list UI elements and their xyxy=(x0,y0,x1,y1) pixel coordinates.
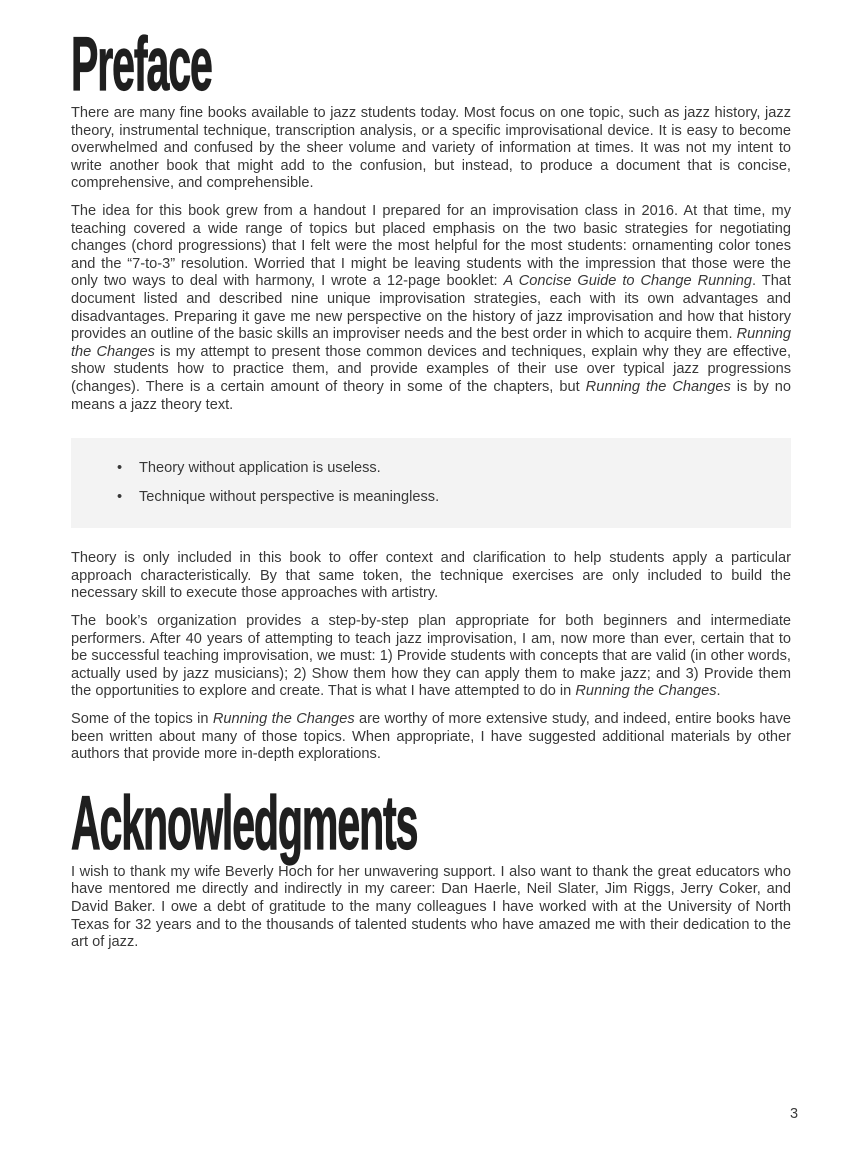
preface-closing-paragraphs xyxy=(71,550,791,764)
paragraph xyxy=(71,203,791,414)
bullet-glyph: • xyxy=(117,460,123,477)
text-run: is by no means a jazz theory text. xyxy=(71,378,791,413)
preface-heading xyxy=(71,22,791,107)
paragraph xyxy=(71,613,791,701)
callout-box xyxy=(71,438,791,528)
paragraph xyxy=(71,550,791,603)
text-run: is my attempt to present those common devices and techniques, explain why they are effective, show students how to practice them, and provide examples of their use over typical jazz progressions (changes). There is a certain amount of theory in some of the chapters, but xyxy=(71,343,791,395)
bullet-glyph: • xyxy=(117,488,123,505)
paragraph xyxy=(71,864,791,952)
text-run: Theory is only included in this book to offer context and clarification to help students apply a particular approach characteristically. By that same token, the technique exercises are only included to build the necessary skill to execute those approaches with artistry. xyxy=(71,550,791,602)
text-run: The idea for this book grew from a handout I prepared for an improvisation class in 2016. At that time, my teaching covered a wide range of topics but placed emphasis on the two basic strategies for negotiating changes (chord progressions) that I felt were the most helpful for the most students: ornamenting color tones and the “7-to-3” resolution. Worried that I might be leaving students with the impression that those were the only two ways to deal with harmony, I wrote a 12-page booklet: xyxy=(71,202,791,290)
bullet-item xyxy=(117,489,751,507)
text-run: Some of the topics in xyxy=(71,711,213,728)
text-run: are worthy of more extensive study, and indeed, entire books have been written about many of those topics. When appropriate, I have suggested additional materials by other authors that provide more in-depth explorations. xyxy=(71,711,791,763)
page-content xyxy=(71,0,791,952)
italic-text-run: Running the Changes xyxy=(71,326,791,360)
acknowledgments-heading-text: Acknowledgments xyxy=(71,780,418,866)
italic-text-run: Running the Changes xyxy=(212,711,355,728)
preface-intro-paragraphs xyxy=(71,105,791,414)
text-run: . xyxy=(716,683,721,700)
italic-text-run: Running the Changes xyxy=(575,683,717,700)
text-run: I wish to thank my wife Beverly Hoch for her unwavering support. I also want to thank the great educators who have mentored me directly and indirectly in my career: Dan Haerle, Neil Slater, Jim Riggs, Jerry Coker, and David Baker. I owe a debt of gratitude to the many colleagues I have worked with at the University of North Texas for 32 years and to the thousands of talented students who have amazed me with their dedication to the art of jazz. xyxy=(71,863,791,951)
bullet-item xyxy=(117,460,751,478)
text-run: The book’s organization provides a step-by-step plan appropriate for both beginners and intermediate performers. After 40 years of attempting to teach jazz improvisation, I am, now more than ever, certain that to be successful teaching improvisation, we must: 1) Provide students with concepts that are valid (in other words, actually used by jazz musicians); 2) Show them how they can apply them to make jazz; and 3) Provide them the opportunities to explore and create. That is what I have attempted to do in xyxy=(71,613,791,700)
preface-heading-text: Preface xyxy=(71,22,212,107)
italic-text-run: A Concise Guide to Change Running xyxy=(503,273,752,290)
callout-bullet-list xyxy=(117,460,751,506)
bullet-text: Theory without application is useless. xyxy=(139,460,381,477)
italic-text-run: Running the Changes xyxy=(585,378,731,395)
paragraph xyxy=(71,711,791,764)
acknowledgments-paragraphs xyxy=(71,864,791,952)
acknowledgments-heading xyxy=(71,780,791,866)
text-run: . That document listed and described nine unique improvisation strategies, each with its own advantages and disadvantages. Preparing it gave me new perspective on the history of jazz improvisation and how that history provides an outline of the basic skills an improviser needs and the best order in which to acquire them. xyxy=(71,273,791,343)
bullet-text: Technique without perspective is meaningless. xyxy=(139,488,440,505)
text-run: There are many fine books available to jazz students today. Most focus on one topic, such as jazz history, jazz theory, instrumental technique, transcription analysis, or a specific improvisational device. It is easy to become overwhelmed and confused by the sheer volume and variety of information at times. It was not my intent to write another book that might add to the confusion, but instead, to produce a document that is concise, comprehensive, and comprehensible. xyxy=(71,105,791,192)
paragraph xyxy=(71,105,791,193)
page-number: 3 xyxy=(790,1106,799,1122)
